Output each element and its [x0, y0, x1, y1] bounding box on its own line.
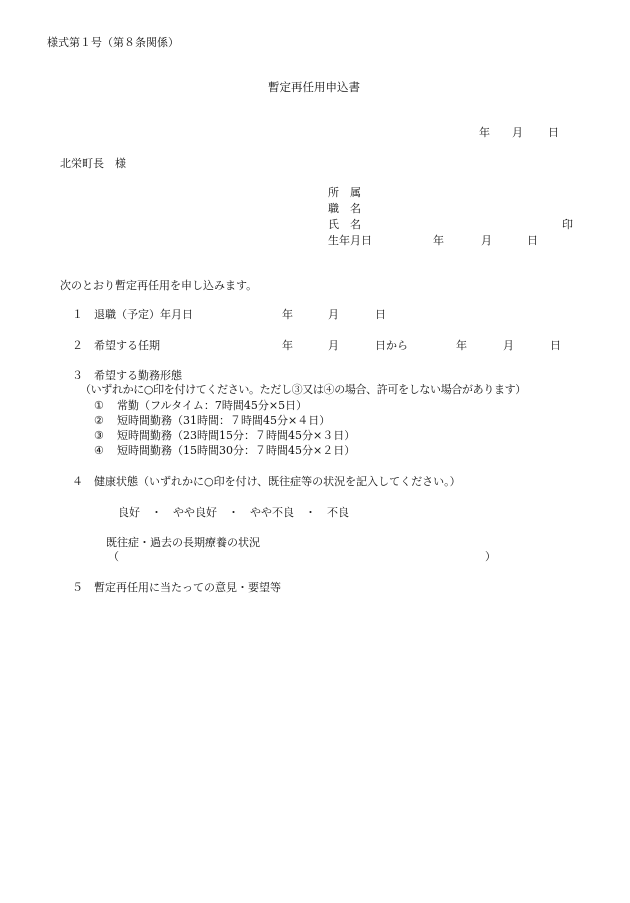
work-style-note: （いずれかに○印を付けてください。ただし③又は④の場合、許可をしない場合があります）	[80, 383, 526, 396]
option-mark: ③	[94, 429, 104, 442]
medical-history-open-paren: （	[108, 550, 119, 563]
option-text: 短時間勤務（23時間15分：７時間45分×３日）	[117, 429, 356, 442]
retirement-month: 月	[328, 308, 339, 321]
item-5-number: ５	[72, 581, 83, 594]
health-choices: 良好 ・ やや良好 ・ やや不良 ・ 不良	[118, 506, 349, 519]
medical-history-label: 既往症・過去の長期療養の状況	[106, 536, 260, 549]
item-1-number: １	[72, 308, 83, 321]
seal-mark: 印	[562, 218, 573, 231]
item-4-number: ４	[72, 475, 83, 488]
page-title: 暫定再任用申込書	[268, 80, 360, 94]
addressee: 北栄町長 様	[60, 157, 126, 170]
birth-year: 年	[433, 234, 444, 247]
opinion-label: 暫定再任用に当たっての意見・要望等	[94, 581, 281, 594]
date-day: 日	[548, 126, 559, 139]
birthdate-label: 生年月日	[328, 234, 372, 247]
name-label: 氏 名	[328, 218, 361, 231]
item-3-number: ３	[72, 369, 83, 382]
term-to-day: 日	[550, 339, 561, 352]
retirement-day: 日	[375, 308, 386, 321]
date-month: 月	[512, 126, 523, 139]
term-to-year: 年	[456, 339, 467, 352]
option-text: 短時間勤務（15時間30分：７時間45分×２日）	[117, 444, 356, 457]
option-mark: ①	[94, 399, 104, 412]
birth-day: 日	[527, 234, 538, 247]
item-2-number: ２	[72, 339, 83, 352]
affiliation-label: 所 属	[328, 186, 361, 199]
position-label: 職 名	[328, 202, 361, 215]
option-text: 常勤（フルタイム：7時間45分×5日）	[117, 399, 308, 412]
option-mark: ④	[94, 444, 104, 457]
work-style-label: 希望する勤務形態	[94, 369, 182, 382]
term-from-day: 日から	[375, 339, 408, 352]
term-from-month: 月	[328, 339, 339, 352]
term-label: 希望する任期	[94, 339, 160, 352]
medical-history-close-paren: ）	[485, 550, 496, 563]
option-mark: ②	[94, 414, 104, 427]
birth-month: 月	[481, 234, 492, 247]
form-number: 様式第１号（第８条関係）	[47, 36, 179, 49]
option-text: 短時間勤務（31時間：７時間45分×４日）	[117, 414, 331, 427]
retirement-date-label: 退職（予定）年月日	[94, 308, 193, 321]
health-label: 健康状態（いずれかに○印を付け、既往症等の状況を記入してください。）	[94, 475, 461, 488]
intro-text: 次のとおり暫定再任用を申し込みます。	[60, 279, 258, 292]
term-from-year: 年	[282, 339, 293, 352]
term-to-month: 月	[503, 339, 514, 352]
date-year: 年	[479, 126, 490, 139]
retirement-year: 年	[282, 308, 293, 321]
